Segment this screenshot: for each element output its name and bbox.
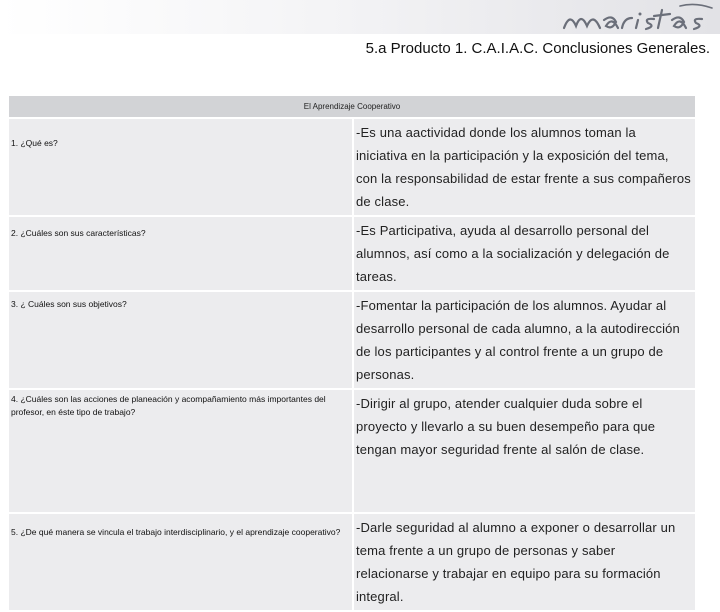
table-row xyxy=(9,119,695,215)
table-row xyxy=(9,514,695,610)
table-row xyxy=(9,217,695,290)
question-cell: 3. ¿ Cuáles son sus objetivos? xyxy=(9,292,352,388)
cooperative-learning-table xyxy=(9,94,695,604)
maristas-logo-image xyxy=(560,2,715,34)
question-cell: 4. ¿Cuáles son las acciones de planeación y acompañamiento más importantes del profesor, en éste tipo de trabajo? xyxy=(9,390,352,512)
answer-cell: -Es una aactividad donde los alumnos toman la iniciativa en la participación y la exposición del tema, con la responsabilidad de estar frente a sus compañeros de clase. xyxy=(352,119,695,215)
table-row xyxy=(9,390,695,512)
answer-cell: -Es Participativa, ayuda al desarrollo personal del alumnos, así como a la socialización y delegación de tareas. xyxy=(352,217,695,290)
table-header-row xyxy=(9,96,695,117)
maristas-logo xyxy=(560,2,715,34)
slide-title: 5.a Producto 1. C.A.I.A.C. Conclusiones Generales. xyxy=(365,40,710,57)
answer-cell: -Darle seguridad al alumno a exponer o desarrollar un tema frente a un grupo de personas y saber relacionarse y trabajar en equipo para su formación integral. xyxy=(352,514,695,610)
table-header: El Aprendizaje Cooperativo xyxy=(9,96,695,117)
answer-cell: -Dirigir al grupo, atender cualquier duda sobre el proyecto y llevarlo a su buen desempeño para que tengan mayor seguridad frente al salón de clase. xyxy=(352,390,695,512)
table-row xyxy=(9,292,695,388)
question-cell: 5. ¿De qué manera se vincula el trabajo interdisciplinario, y el aprendizaje cooperativo? xyxy=(9,514,352,610)
answer-cell: -Fomentar la participación de los alumnos. Ayudar al desarrollo personal de cada alumno, a la autodirección de los participantes y al control frente a un grupo de personas. xyxy=(352,292,695,388)
conclusions-table xyxy=(9,94,695,612)
question-cell: 2. ¿Cuáles son sus características? xyxy=(9,217,352,290)
question-cell: 1. ¿Qué es? xyxy=(9,119,352,215)
